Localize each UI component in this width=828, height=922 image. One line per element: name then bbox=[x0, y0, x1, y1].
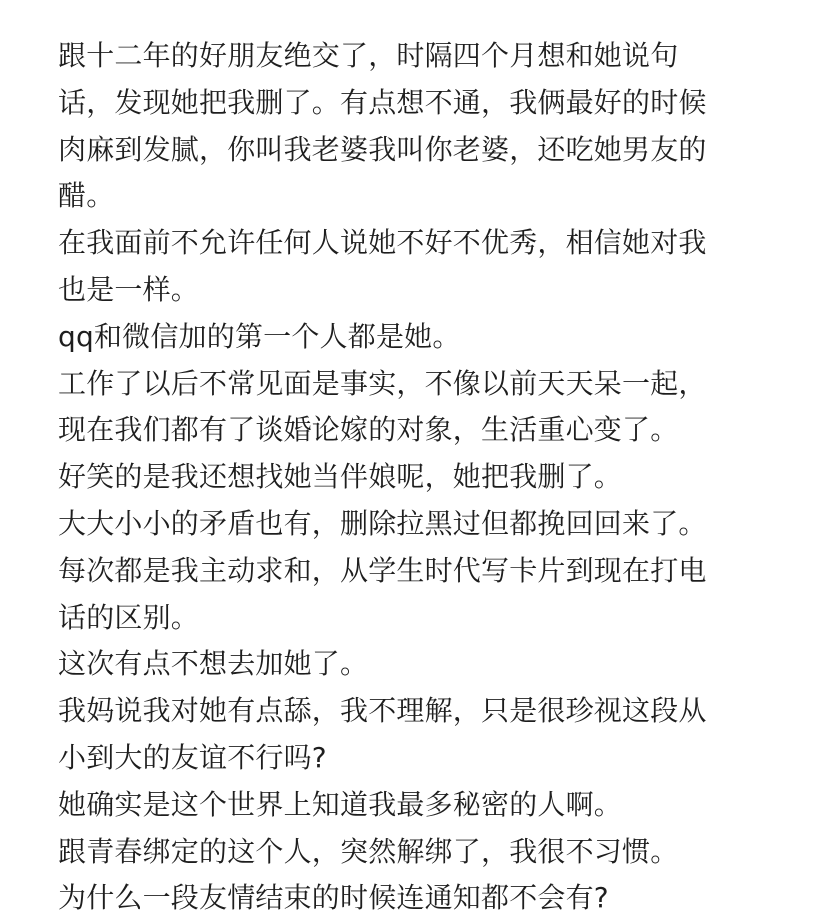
post-line: 跟十二年的好朋友绝交了，时隔四个月想和她说句 bbox=[58, 39, 679, 72]
post-body bbox=[58, 33, 778, 922]
post-line: 肉麻到发腻，你叫我老婆我叫你老婆，还吃她男友的 bbox=[58, 132, 707, 166]
post-line: 她确实是这个世界上知道我最多秘密的人啊。 bbox=[58, 787, 623, 821]
post-line: 每次都是我主动求和，从学生时代写卡片到现在打电 bbox=[58, 553, 707, 587]
post-line: 醋。 bbox=[58, 179, 115, 213]
post-line: 我妈说我对她有点舔，我不理解，只是很珍视这段从 bbox=[58, 694, 707, 728]
post-line: 这次有点不想去加她了。 bbox=[58, 647, 369, 681]
post-line: 在我面前不允许任何人说她不好不优秀，相信她对我 bbox=[58, 226, 707, 260]
post-line: 话的区别。 bbox=[58, 600, 200, 634]
post-line: 大大小小的矛盾也有，删除拉黑过但都挽回回来了。 bbox=[58, 506, 707, 540]
post-line: 话，发现她把我删了。有点想不通，我俩最好的时候 bbox=[58, 85, 707, 119]
post-line: 好笑的是我还想找她当伴娘呢，她把我删了。 bbox=[58, 460, 623, 494]
post-line: 工作了以后不常见面是事实，不像以前天天呆一起， bbox=[58, 366, 707, 400]
post-line: 为什么一段友情结束的时候连通知都不会有? bbox=[58, 881, 609, 915]
post-line: qq和微信加的第一个人都是她。 bbox=[58, 319, 461, 353]
post-line: 现在我们都有了谈婚论嫁的对象，生活重心变了。 bbox=[58, 413, 679, 447]
post-line: 也是一样。 bbox=[58, 272, 200, 306]
post-line: 小到大的友谊不行吗? bbox=[58, 740, 327, 774]
post-line: 跟青春绑定的这个人，突然解绑了，我很不习惯。 bbox=[58, 834, 679, 868]
